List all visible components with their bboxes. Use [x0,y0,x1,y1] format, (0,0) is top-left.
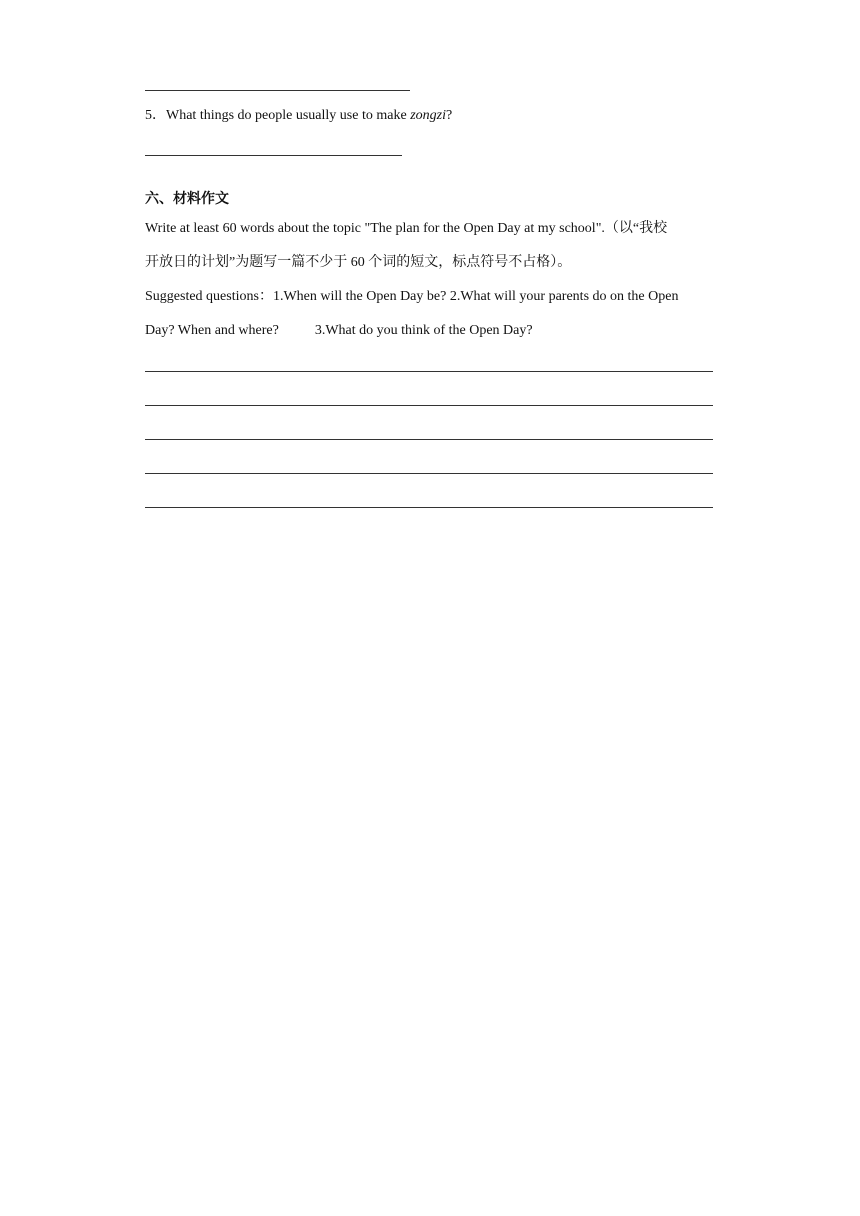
section-6-title: 六、材料作文 [145,191,229,207]
composition-line-4[interactable] [145,473,713,474]
suggested-questions-line-2 [145,321,533,341]
question-5-end: ? [445,108,453,123]
question-5-text: What things do people usually use to make [166,108,411,123]
writing-prompt-line-2: 开放日的计划”为题写一篇不少于 60 个词的短文，标点符号不占格）。 [145,255,572,270]
composition-line-5[interactable] [145,507,713,508]
suggested-question-part-b: 3.What do you think of the Open Day? [314,323,533,338]
composition-line-1[interactable] [145,371,713,372]
answer-line-q5[interactable] [145,155,402,156]
suggested-questions-line-1: Suggested questions：1.When will the Open Day be? 2.What will your parents do on the Open [145,289,679,304]
composition-line-2[interactable] [145,405,713,406]
question-5 [145,106,452,126]
writing-prompt-line-1: Write at least 60 words about the topic "The plan for the Open Day at my school".（以“我校 [145,221,668,236]
suggested-question-part-a: Day? When and where? [145,323,279,338]
composition-line-3[interactable] [145,439,713,440]
question-5-italic-word: zongzi [410,108,446,123]
answer-line-q4[interactable] [145,90,410,91]
question-5-number: 5． [145,108,166,123]
